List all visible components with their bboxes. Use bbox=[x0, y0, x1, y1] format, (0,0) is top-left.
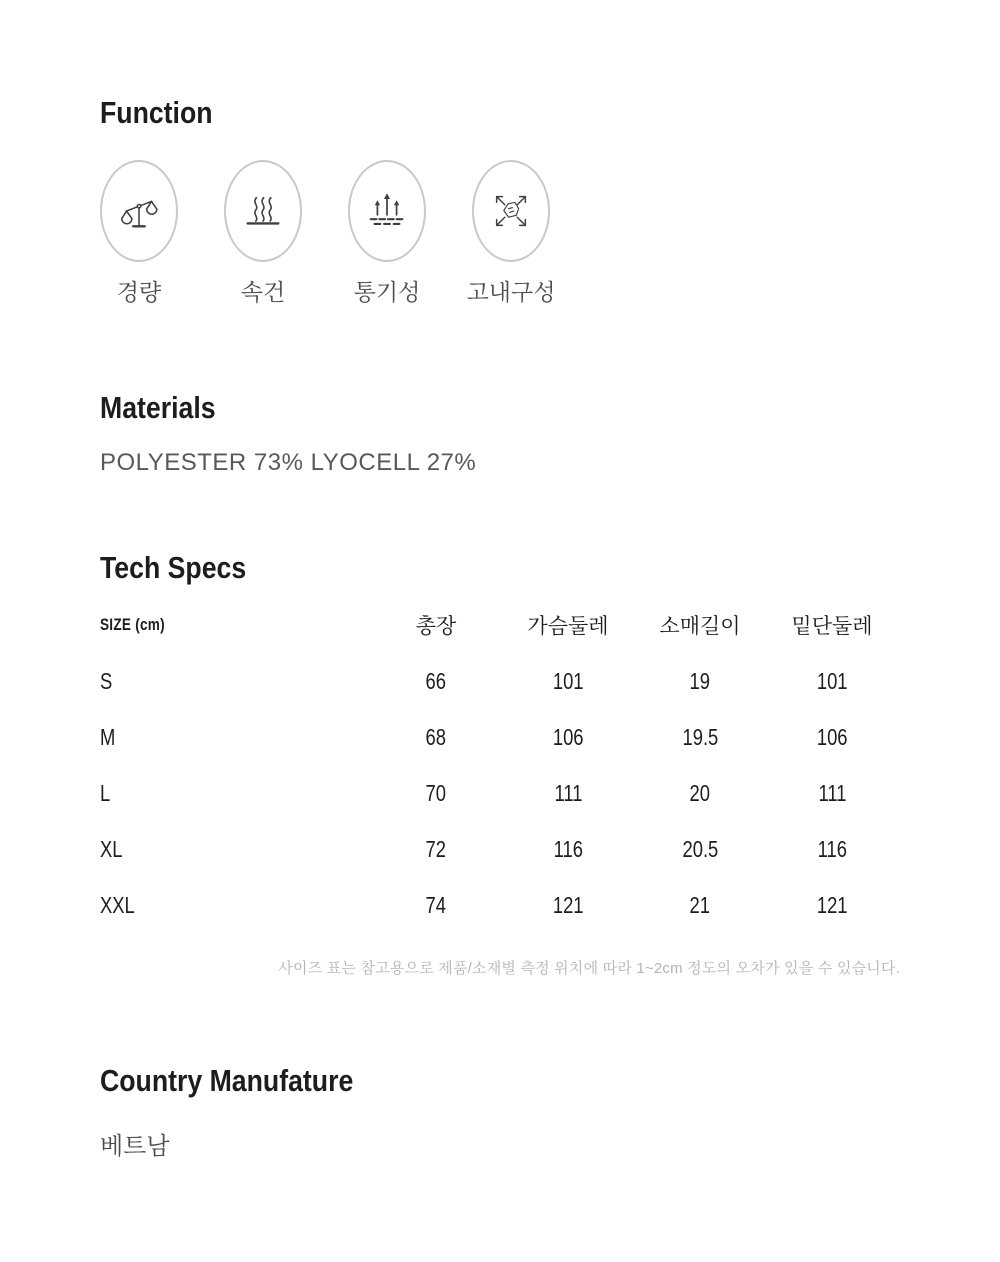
breathability-icon bbox=[348, 160, 426, 262]
spec-sleeve: 20 bbox=[689, 779, 711, 806]
spec-chest: 101 bbox=[552, 667, 584, 694]
size-label: S bbox=[100, 667, 113, 694]
size-row-m bbox=[100, 709, 900, 765]
column-header-hem: 밑단둘레 bbox=[791, 615, 873, 639]
column-header-sleeve: 소매길이 bbox=[659, 615, 741, 639]
function-item-durability bbox=[466, 160, 556, 307]
spec-hem: 116 bbox=[817, 835, 847, 862]
tech-specs-section bbox=[100, 551, 900, 978]
spec-total-length: 70 bbox=[425, 779, 447, 806]
function-item-quick-dry bbox=[224, 160, 302, 307]
spec-chest: 106 bbox=[552, 723, 584, 750]
function-item-label: 통기성 bbox=[353, 279, 421, 306]
spec-sleeve: 20.5 bbox=[682, 835, 718, 862]
spec-total-length: 66 bbox=[425, 667, 447, 694]
country-name: 베트남 bbox=[100, 1133, 170, 1161]
spec-sleeve: 19.5 bbox=[682, 723, 718, 750]
function-title: Function bbox=[100, 95, 213, 130]
size-label: XXL bbox=[100, 891, 135, 918]
function-item-label: 고내구성 bbox=[466, 279, 556, 306]
materials-title: Materials bbox=[100, 390, 216, 426]
function-item-lightweight bbox=[100, 160, 178, 307]
spec-hem: 106 bbox=[816, 723, 848, 750]
spec-chest: 116 bbox=[553, 835, 583, 862]
size-row-xxl bbox=[100, 877, 900, 933]
quick-dry-icon bbox=[224, 160, 302, 262]
size-label: M bbox=[100, 723, 116, 750]
size-label: XL bbox=[100, 835, 123, 862]
durability-icon bbox=[472, 160, 550, 262]
function-section bbox=[100, 96, 900, 307]
tech-specs-title: Tech Specs bbox=[100, 550, 247, 586]
country-section bbox=[100, 1064, 900, 1161]
spec-sleeve: 21 bbox=[689, 891, 711, 918]
function-icon-list bbox=[100, 160, 900, 307]
size-row-s bbox=[100, 653, 900, 709]
table-header-row bbox=[100, 597, 900, 653]
function-item-label: 속건 bbox=[240, 279, 286, 306]
country-title: Country Manufature bbox=[100, 1063, 354, 1099]
size-row-l bbox=[100, 765, 900, 821]
spec-sleeve: 19 bbox=[689, 667, 711, 694]
spec-total-length: 68 bbox=[425, 723, 447, 750]
size-spec-table bbox=[100, 597, 900, 933]
column-header-total-length: 총장 bbox=[415, 615, 457, 639]
spec-chest: 121 bbox=[552, 891, 584, 918]
size-row-xl bbox=[100, 821, 900, 877]
spec-total-length: 72 bbox=[425, 835, 447, 862]
spec-hem: 121 bbox=[816, 891, 848, 918]
column-header-size: SIZE (cm) bbox=[100, 615, 165, 635]
spec-total-length: 74 bbox=[425, 891, 447, 918]
materials-composition: POLYESTER 73% LYOCELL 27% bbox=[100, 449, 477, 477]
function-item-breathability bbox=[348, 160, 426, 307]
spec-hem: 111 bbox=[818, 779, 846, 806]
size-tolerance-note: 사이즈 표는 참고용으로 제품/소재별 측정 위치에 따라 1~2cm 정도의 오차가 있을 수 있습니다. bbox=[278, 960, 900, 978]
scale-icon bbox=[100, 160, 178, 262]
column-header-chest: 가슴둘레 bbox=[527, 615, 609, 639]
materials-section bbox=[100, 391, 900, 477]
function-item-label: 경량 bbox=[116, 279, 162, 306]
spec-chest: 111 bbox=[554, 779, 582, 806]
spec-hem: 101 bbox=[816, 667, 848, 694]
size-label: L bbox=[100, 779, 111, 806]
